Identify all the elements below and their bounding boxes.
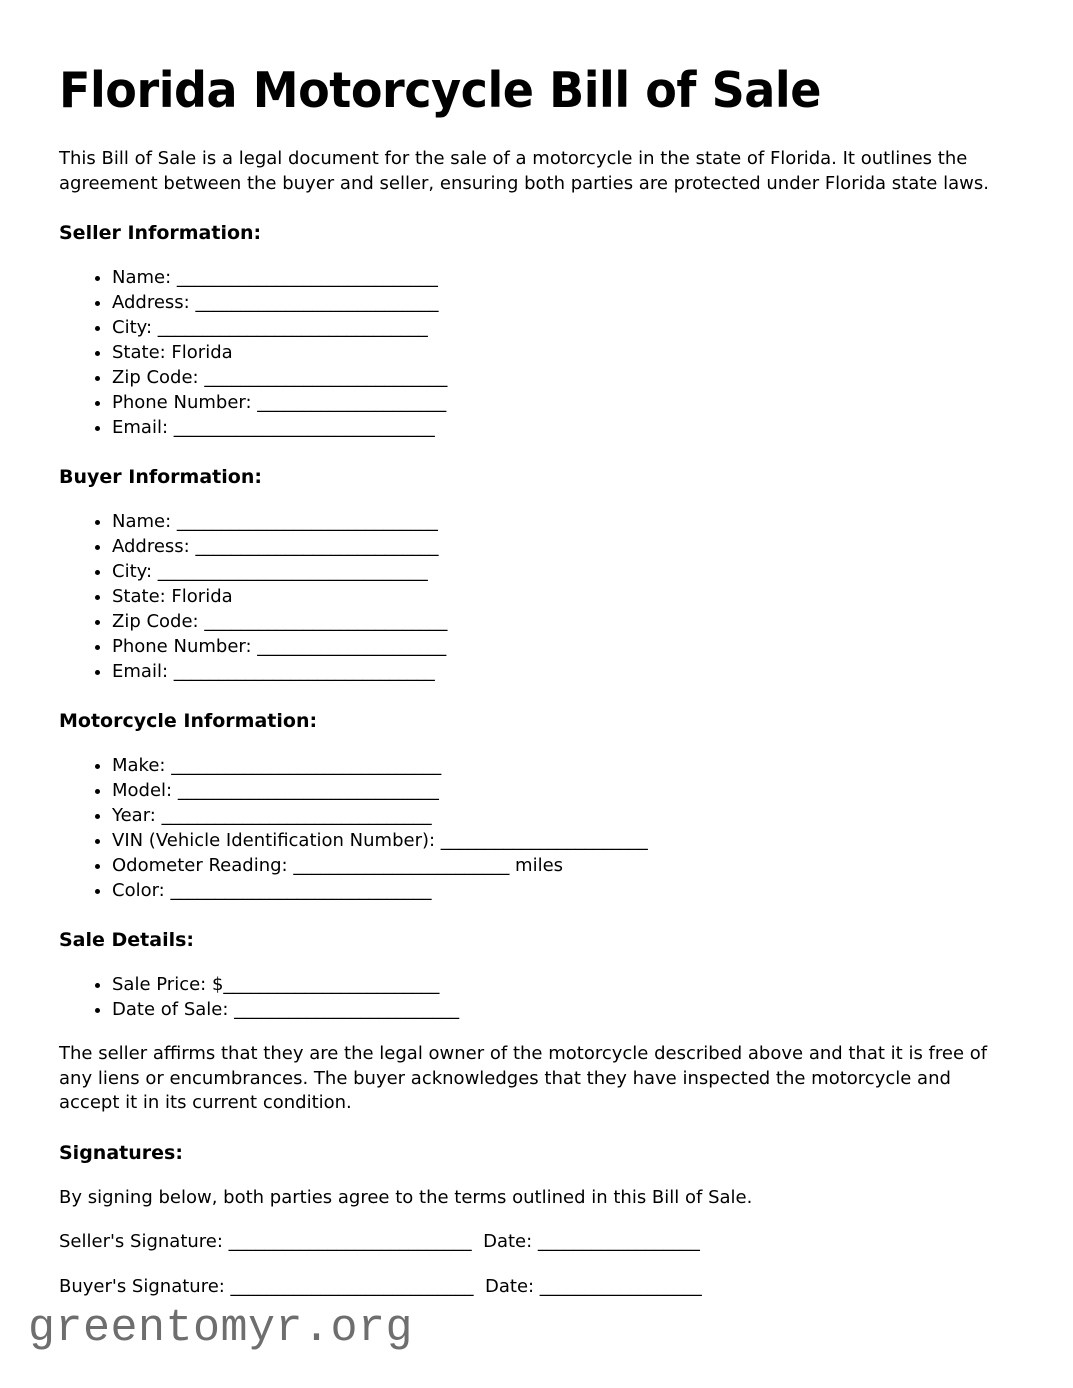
motorcycle-info-list xyxy=(59,753,1013,903)
document-title: Florida Motorcycle Bill of Sale xyxy=(59,62,821,119)
seller-item-name: • Name: _____________________________ xyxy=(112,265,1013,290)
buyer-item-address: • Address: ___________________________ xyxy=(112,534,1013,559)
seller-info-heading: Seller Information: xyxy=(59,222,262,244)
sale-details-list xyxy=(59,972,1013,1022)
seller-item-address: • Address: ___________________________ xyxy=(112,290,1013,315)
sale-item-price: • Sale Price: $________________________ xyxy=(112,972,1013,997)
buyer-item-zip: • Zip Code: ___________________________ xyxy=(112,609,1013,634)
buyer-item-email: • Email: _____________________________ xyxy=(112,659,1013,684)
buyer-info-list xyxy=(59,509,1013,684)
seller-info-list xyxy=(59,265,1013,440)
buyer-item-name: • Name: _____________________________ xyxy=(112,509,1013,534)
buyer-item-phone: • Phone Number: _____________________ xyxy=(112,634,1013,659)
sale-item-date: • Date of Sale: _________________________ xyxy=(112,997,1013,1022)
seller-item-email: • Email: _____________________________ xyxy=(112,415,1013,440)
buyer-item-state: • State: Florida xyxy=(112,584,1013,609)
buyer-signature-line: Buyer's Signature: ___________________________ Date: __________________ xyxy=(59,1275,702,1297)
seller-signature-line: Seller's Signature: ___________________________ Date: __________________ xyxy=(59,1231,700,1252)
seller-item-city: • City: ______________________________ xyxy=(112,315,1013,340)
affirmation-paragraph: The seller affirms that they are the legal owner of the motorcycle described above and that it is free of any liens or encumbrances. The buyer acknowledges that they have inspected the motorcycle and accept it in its current condition. xyxy=(59,1043,988,1113)
seller-item-zip: • Zip Code: ___________________________ xyxy=(112,365,1013,390)
buyer-info-heading: Buyer Information: xyxy=(59,466,262,488)
motorcycle-item-odometer: • Odometer Reading: ________________________ miles xyxy=(112,853,1013,878)
buyer-item-city: • City: ______________________________ xyxy=(112,559,1013,584)
intro-paragraph: This Bill of Sale is a legal document for the sale of a motorcycle in the state of Florida. It outlines the agreement between the buyer and seller, ensuring both parties are protected under Florida state laws. xyxy=(59,148,989,194)
watermark: greentomyr.org xyxy=(28,1303,414,1354)
motorcycle-item-model: • Model: _____________________________ xyxy=(112,778,1013,803)
seller-item-phone: • Phone Number: _____________________ xyxy=(112,390,1013,415)
motorcycle-item-year: • Year: ______________________________ xyxy=(112,803,1013,828)
seller-item-state: • State: Florida xyxy=(112,340,1013,365)
signatures-heading: Signatures: xyxy=(59,1141,183,1164)
signatures-statement: By signing below, both parties agree to the terms outlined in this Bill of Sale. xyxy=(59,1186,753,1208)
motorcycle-item-color: • Color: _____________________________ xyxy=(112,878,1013,903)
motorcycle-item-vin: • VIN (Vehicle Identification Number): _______________________ xyxy=(112,828,1013,853)
motorcycle-info-heading: Motorcycle Information: xyxy=(59,710,318,732)
sale-details-heading: Sale Details: xyxy=(59,929,195,951)
motorcycle-item-make: • Make: ______________________________ xyxy=(112,753,1013,778)
